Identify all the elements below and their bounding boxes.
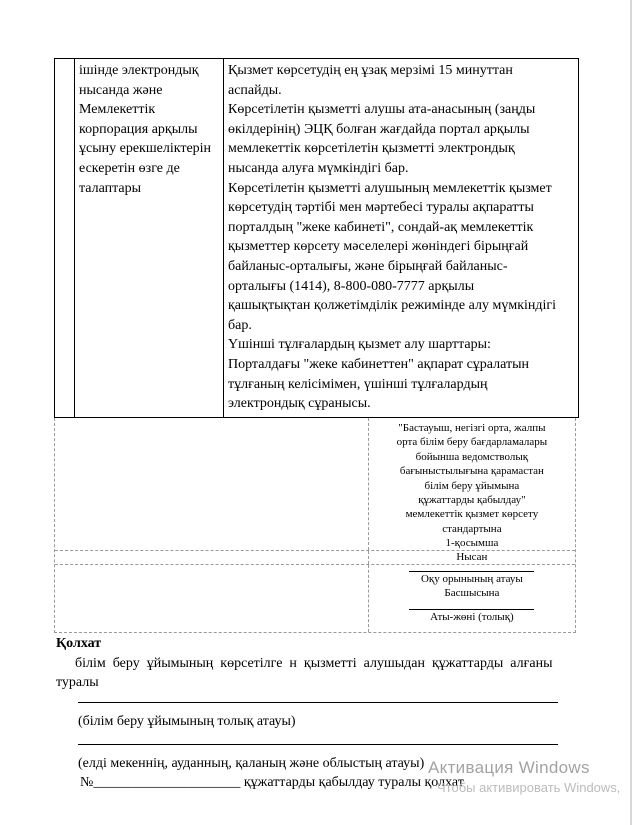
service-standard-table [54,58,579,418]
location-blank-line [78,744,558,745]
fullname-label: Аты-жөні (толық) [430,611,514,623]
appendix-standard-reference: "Бастауыш, негізгі орта, жалпы орта білім беру бағдарламалары бойынша ведомстволық бағыныстылығына қарамастан білім беру ұйымына құжаттарды қабылдау" мемлекеттік қызмет көрсету стандартына 1-қосымша [396,422,548,550]
appendix-empty-cell [55,565,369,632]
addressee-block [369,565,575,632]
table-cell-requirement-body: Қызмет көрсетудің ең ұзақ мерзімі 15 минуттан аспайды. Көрсетілетін қызметті алушы ата-анасының (заңды өкілдерінің) ЭЦҚ болған жағдайда портал арқылы мемлекеттік көрсетілетін қызметті электрондық нысанда алуға мүмкіндігі бар. Көрсетілетін қызметті алушының мемлекеттік қызмет көрсетудің тәртібі мен мәртебесі туралы ақпаратты порталдың "жеке кабинеті", сондай-ақ мемлекеттік қызметтер көрсету мәселелері жөніндегі бірыңғай байланыс-орталығы, және бірыңғай байланыс- орталығы (1414), 8-800-080-7777 арқылы қашықтықтан қолжетімділік режимінде алу мүмкіндігі бар. Үшінші тұлғалардың қызмет алу шарттары: Порталдағы "жеке кабинеттен" ақпарат сұралатын тұлғаның келісімімен, үшінші тұлғалардың электрондық сұранысы. [224,59,579,418]
appendix-row-standard-ref [55,418,575,550]
director-label: Басшысына [444,587,500,599]
receipt-number-line: №_____________________ құжаттарды қабылдау туралы қолхат [80,775,464,790]
appendix-table [54,418,576,633]
appendix-empty-cell [55,418,369,550]
windows-activation-watermark-title: Активация Windows [428,758,590,777]
table-cell-requirement-label: ішінде электрондық нысанда және Мемлекеттік корпорация арқылы ұсыну ерекшеліктерін ескеретін өзге де талаптары [75,59,224,418]
table-cell-number [55,59,75,418]
institution-name-label: Оқу орынының атауы [420,573,523,585]
appendix-row-addressee [55,564,575,632]
table-row [55,59,579,418]
appendix-row-form [55,550,575,564]
receipt-paragraph: білім беру ұйымының көрсетілге н қызметті алушыдан құжаттарды алғаны туралы [56,656,553,690]
location-caption: (елді мекеннің, ауданның, қаланың және облыстың атауы) [78,756,425,771]
page-edge-divider [630,0,632,825]
organization-caption: (білім беру ұйымының толық атауы) [78,714,296,729]
spacer [369,600,575,609]
windows-activation-watermark-subtitle: Чтобы активировать Windows, [437,780,621,795]
organization-blank-line [78,702,558,703]
receipt-heading: Қолхат [56,636,102,651]
form-label: Нысан [456,551,488,563]
appendix-empty-cell [55,551,369,564]
